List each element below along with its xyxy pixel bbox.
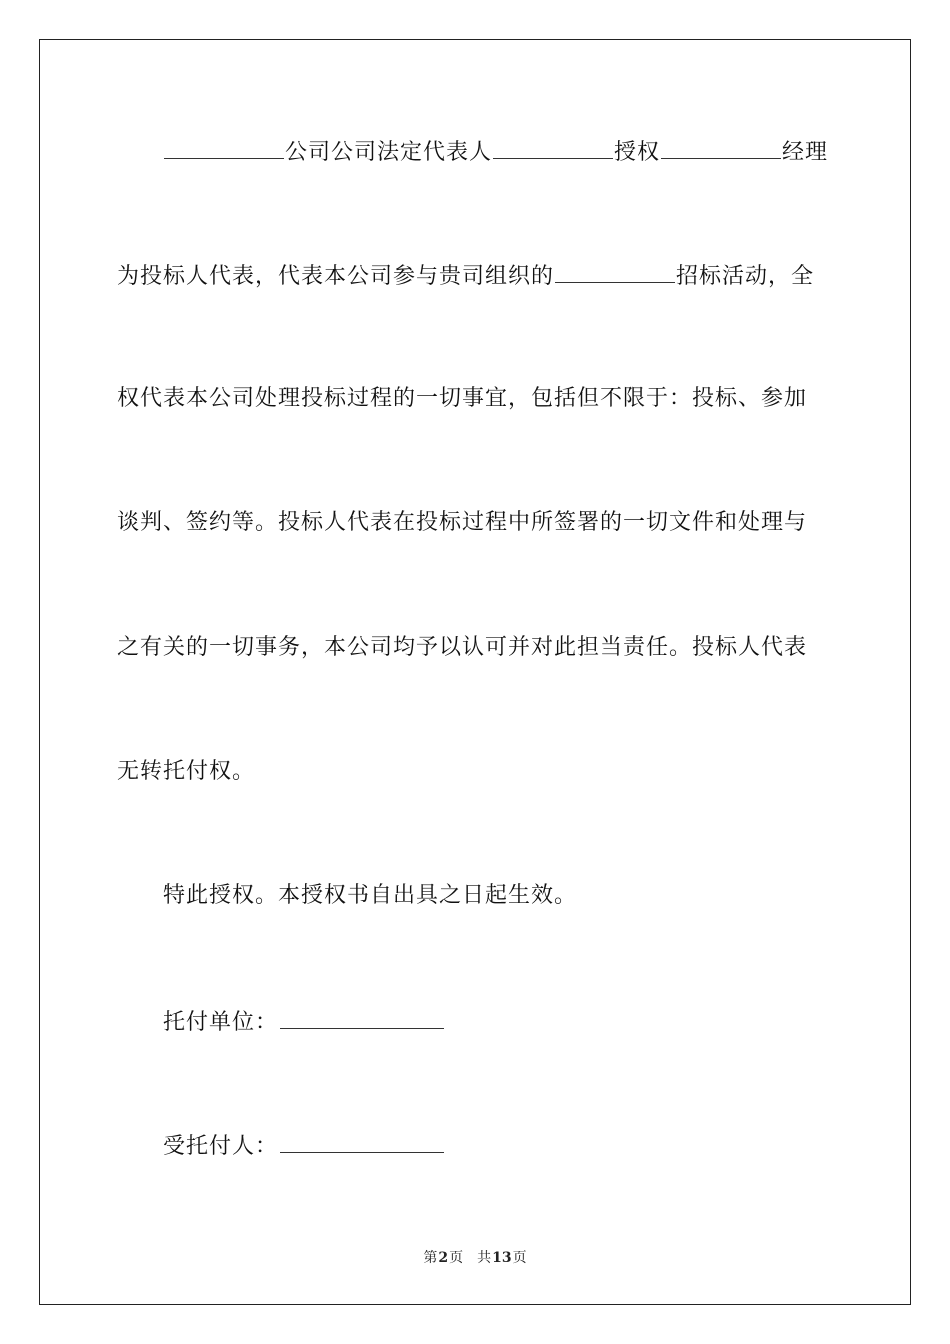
agent-row xyxy=(163,1130,883,1162)
agent-label: 受托付人： xyxy=(163,1134,279,1159)
text-segment: 招标活动，全 xyxy=(676,264,815,289)
principal-unit-label: 托付单位： xyxy=(163,1010,279,1035)
page-number-footer xyxy=(0,1247,950,1267)
paragraph-authorization-line-1 xyxy=(163,136,883,168)
text-segment: 为投标人代表，代表本公司参与贵司组织的 xyxy=(117,264,555,289)
principal-unit-row xyxy=(163,1006,883,1038)
paragraph-authorization-line-5: 之有关的一切事务，本公司均予以认可并对此担当责任。投标人代表 xyxy=(117,635,808,660)
principal-unit-blank[interactable] xyxy=(280,1006,444,1029)
company-name-blank[interactable] xyxy=(164,136,284,159)
total-prefix: 共 xyxy=(477,1250,492,1266)
paragraph-authorization-line-6: 无转托付权。 xyxy=(117,759,256,784)
paragraph-authorization-line-4: 谈判、签约等。投标人代表在投标过程中所签署的一切文件和处理与 xyxy=(117,510,808,535)
current-page-number: 2 xyxy=(438,1250,449,1266)
manager-name-blank[interactable] xyxy=(661,136,781,159)
total-page-number: 13 xyxy=(492,1250,512,1266)
project-name-blank[interactable] xyxy=(555,260,675,283)
paragraph-authorization-line-2 xyxy=(117,260,837,292)
text-segment: 授权 xyxy=(614,140,661,165)
text-segment: 经理 xyxy=(782,140,829,165)
effective-statement: 特此授权。本授权书自出具之日起生效。 xyxy=(163,883,578,908)
page-border xyxy=(39,39,911,1305)
page-prefix: 第 xyxy=(423,1250,438,1266)
agent-blank[interactable] xyxy=(280,1130,444,1153)
text-segment: 公司公司法定代表人 xyxy=(285,140,493,165)
page-suffix: 页 xyxy=(449,1250,464,1266)
total-suffix: 页 xyxy=(512,1250,527,1266)
paragraph-authorization-line-3: 权代表本公司处理投标过程的一切事宜，包括但不限于：投标、参加 xyxy=(117,386,808,411)
legal-representative-blank[interactable] xyxy=(493,136,613,159)
